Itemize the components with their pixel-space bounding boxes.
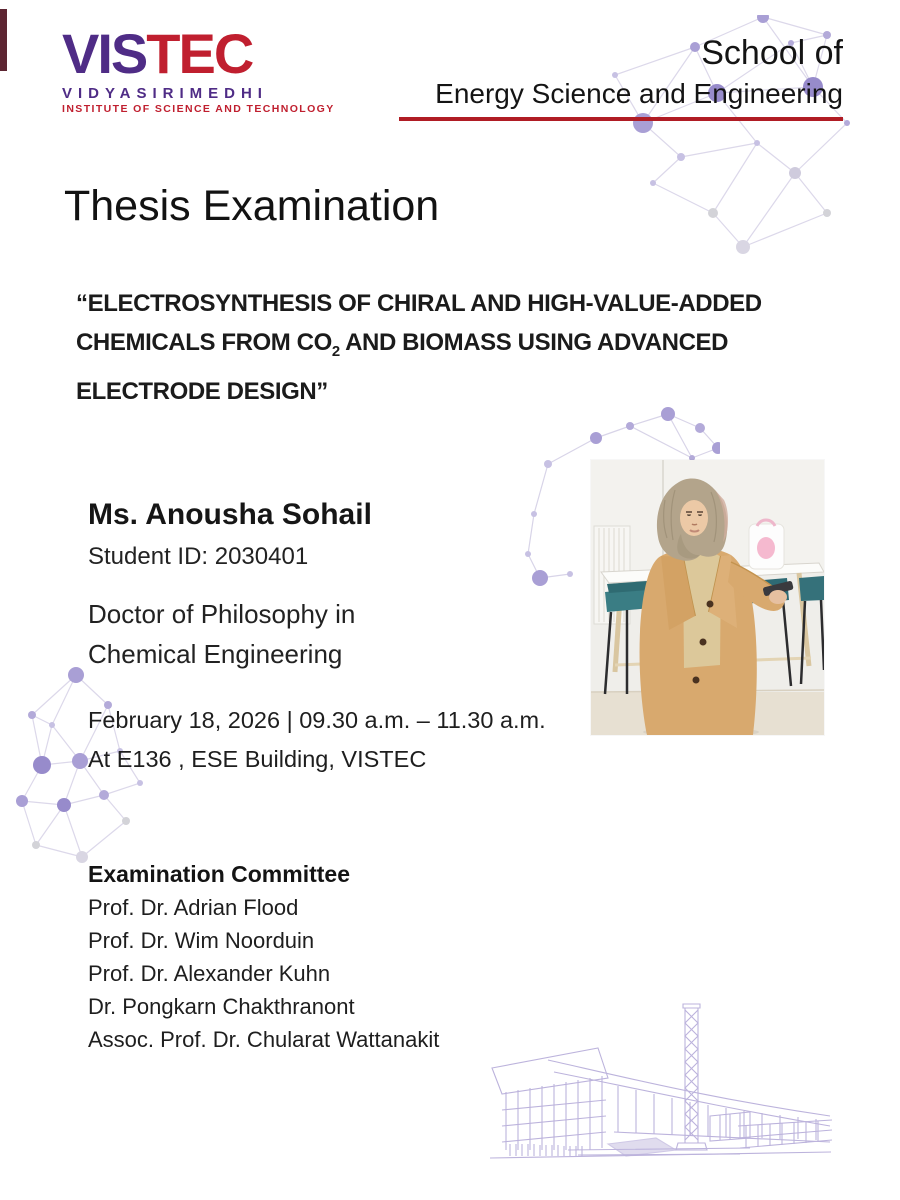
thesis-title-line3: ELECTRODE DESIGN”	[76, 377, 328, 405]
degree-program	[88, 594, 372, 674]
co2-subscript: 2	[331, 343, 340, 360]
vistec-logo-wordmark	[62, 22, 335, 85]
committee-member: Prof. Dr. Alexander Kuhn	[88, 961, 331, 986]
student-photo	[591, 460, 824, 735]
committee-member: Prof. Dr. Wim Noorduin	[88, 928, 315, 953]
logo-text-purple: VIS	[62, 22, 147, 85]
left-edge-mark	[0, 9, 7, 71]
exam-schedule	[88, 701, 546, 779]
logo-text-red: TEC	[146, 22, 253, 85]
exam-datetime: February 18, 2026 | 09.30 a.m. – 11.30 a.m.	[88, 707, 546, 733]
committee-heading: Examination Committee	[88, 861, 350, 887]
school-header-line1: School of	[701, 34, 843, 72]
thesis-title-line2: CHEMICALS FROM $CO_2$ AND BIOMASS USING ADVANCED	[76, 329, 729, 360]
page-title: Thesis Examination	[64, 182, 440, 230]
degree-line2: Chemical Engineering	[88, 639, 343, 669]
thesis-title	[76, 284, 762, 411]
school-header-line2: Energy Science and Engineering	[435, 77, 843, 109]
logo-subtitle: VIDYASIRIMEDHI	[62, 85, 268, 102]
student-id: Student ID: 2030401	[88, 543, 309, 570]
student-name: Ms. Anousha Sohail	[88, 498, 372, 531]
exam-location: At E136 , ESE Building, VISTEC	[88, 746, 427, 772]
school-header	[399, 33, 843, 121]
vistec-logo	[62, 22, 335, 115]
committee-member: Dr. Pongkarn Chakthranont	[88, 994, 355, 1019]
examination-committee	[88, 858, 439, 1056]
thesis-title-line1: “ELECTROSYNTHESIS OF CHIRAL AND HIGH-VALUE-ADDED	[76, 290, 762, 317]
committee-member: Assoc. Prof. Dr. Chularat Wattanakit	[88, 1027, 440, 1052]
committee-member: Prof. Dr. Adrian Flood	[88, 895, 299, 920]
school-header-underline	[399, 117, 843, 121]
student-info	[88, 496, 372, 674]
degree-line1: Doctor of Philosophy in	[88, 599, 356, 629]
vistec-building-sketch	[488, 998, 833, 1168]
logo-tagline: INSTITUTE OF SCIENCE AND TECHNOLOGY	[62, 103, 335, 115]
